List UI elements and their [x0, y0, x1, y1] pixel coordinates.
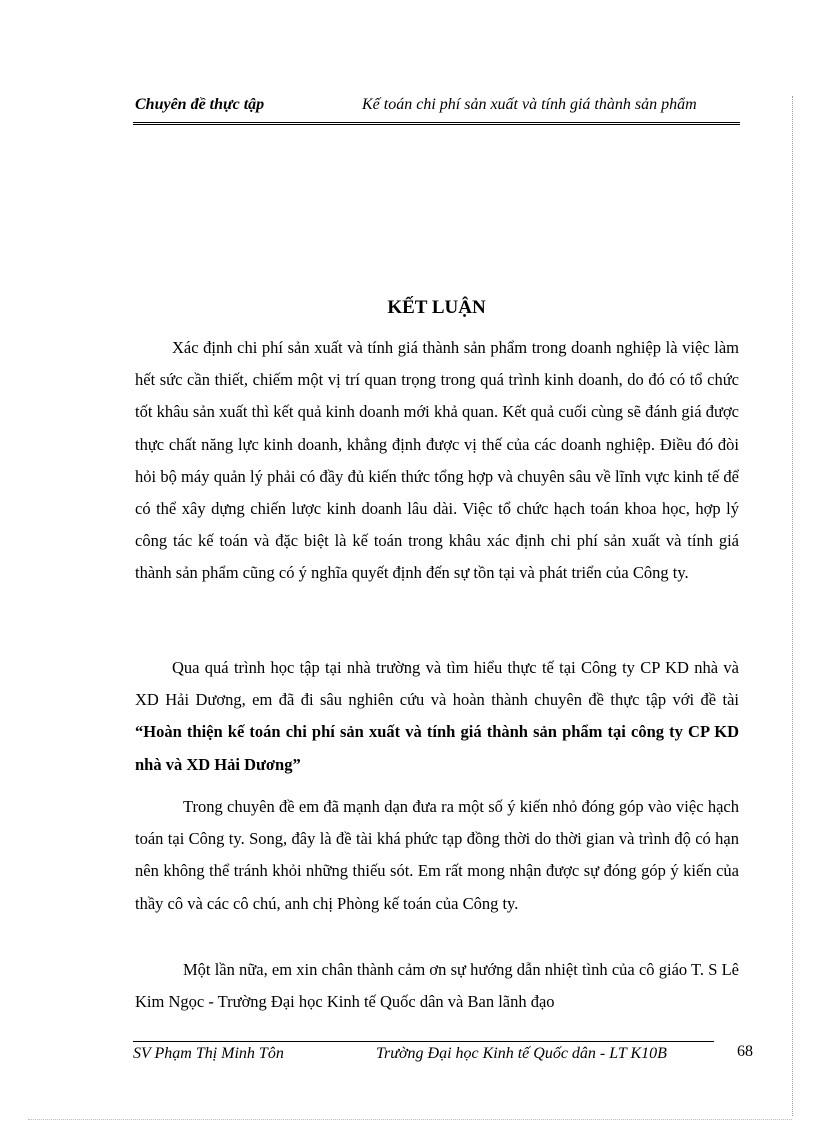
footer-school: Trường Đại học Kinh tế Quốc dân - LT K10B [376, 1045, 667, 1062]
header-left-text: Chuyên đề thực tập [135, 96, 265, 113]
header-right-text: Kế toán chi phí sản xuất và tính giá thành sản phẩm [362, 96, 697, 113]
page-shadow-bottom [28, 1119, 792, 1120]
footer-rule [133, 1041, 714, 1042]
paragraph-2 [135, 652, 739, 781]
thesis-topic: “Hoàn thiện kế toán chi phí sản xuất và tính giá thành sản phẩm tại công ty CP KD nhà và XD Hải Dương” [135, 722, 739, 774]
page-header [133, 92, 740, 125]
page-shadow-right [792, 96, 796, 1116]
paragraph-3: Trong chuyên đề em đã mạnh dạn đưa ra một số ý kiến nhỏ đóng góp vào việc hạch toán tại Công ty. Song, đây là đề tài khá phức tạp đồng thời do thời gian và trình độ có hạn nên không thể tránh khỏi những thiếu sót. Em rất mong nhận được sự đóng góp ý kiến của thầy cô và các cô chú, anh chị Phòng kế toán của Công ty. [135, 797, 739, 913]
paragraph-1: Xác định chi phí sản xuất và tính giá thành sản phẩm trong doanh nghiệp là việc làm hết sức cần thiết, chiếm một vị trí quan trọng trong quá trình kinh doanh, do đó có tổ chức tốt khâu sản xuất thì kết quả kinh doanh mới khả quan. Kết quả cuối cùng sẽ đánh giá được thực chất năng lực kinh doanh, khẳng định được vị thế của các doanh nghiệp. Điều đó đòi hỏi bộ máy quản lý phải có đầy đủ kiến thức tổng hợp và chuyên sâu về lĩnh vực kinh tế để có thể xây dựng chiến lược kinh doanh lâu dài. Việc tổ chức hạch toán khoa học, hợp lý công tác kế toán và đặc biệt là kế toán trong khâu xác định chi phí sản xuất và tính giá thành sản phẩm cũng có ý nghĩa quyết định đến sự tồn tại và phát triển của Công ty. [135, 338, 739, 583]
section-title: KẾT LUẬN [387, 297, 486, 318]
page-number: 68 [737, 1043, 753, 1060]
paragraph-2-intro: Qua quá trình học tập tại nhà trường và tìm hiểu thực tế tại Công ty CP KD nhà và XD Hải Dương, em đã đi sâu nghiên cứu và hoàn thành chuyên đề thực tập với đề tài [135, 658, 739, 710]
paragraph-4: Một lần nữa, em xin chân thành cảm ơn sự hướng dẫn nhiệt tình của cô giáo T. S Lê Kim Ngọc - Trường Đại học Kinh tế Quốc dân và Ban lãnh đạo [135, 960, 739, 1012]
footer-student: SV Phạm Thị Minh Tôn [133, 1045, 284, 1062]
